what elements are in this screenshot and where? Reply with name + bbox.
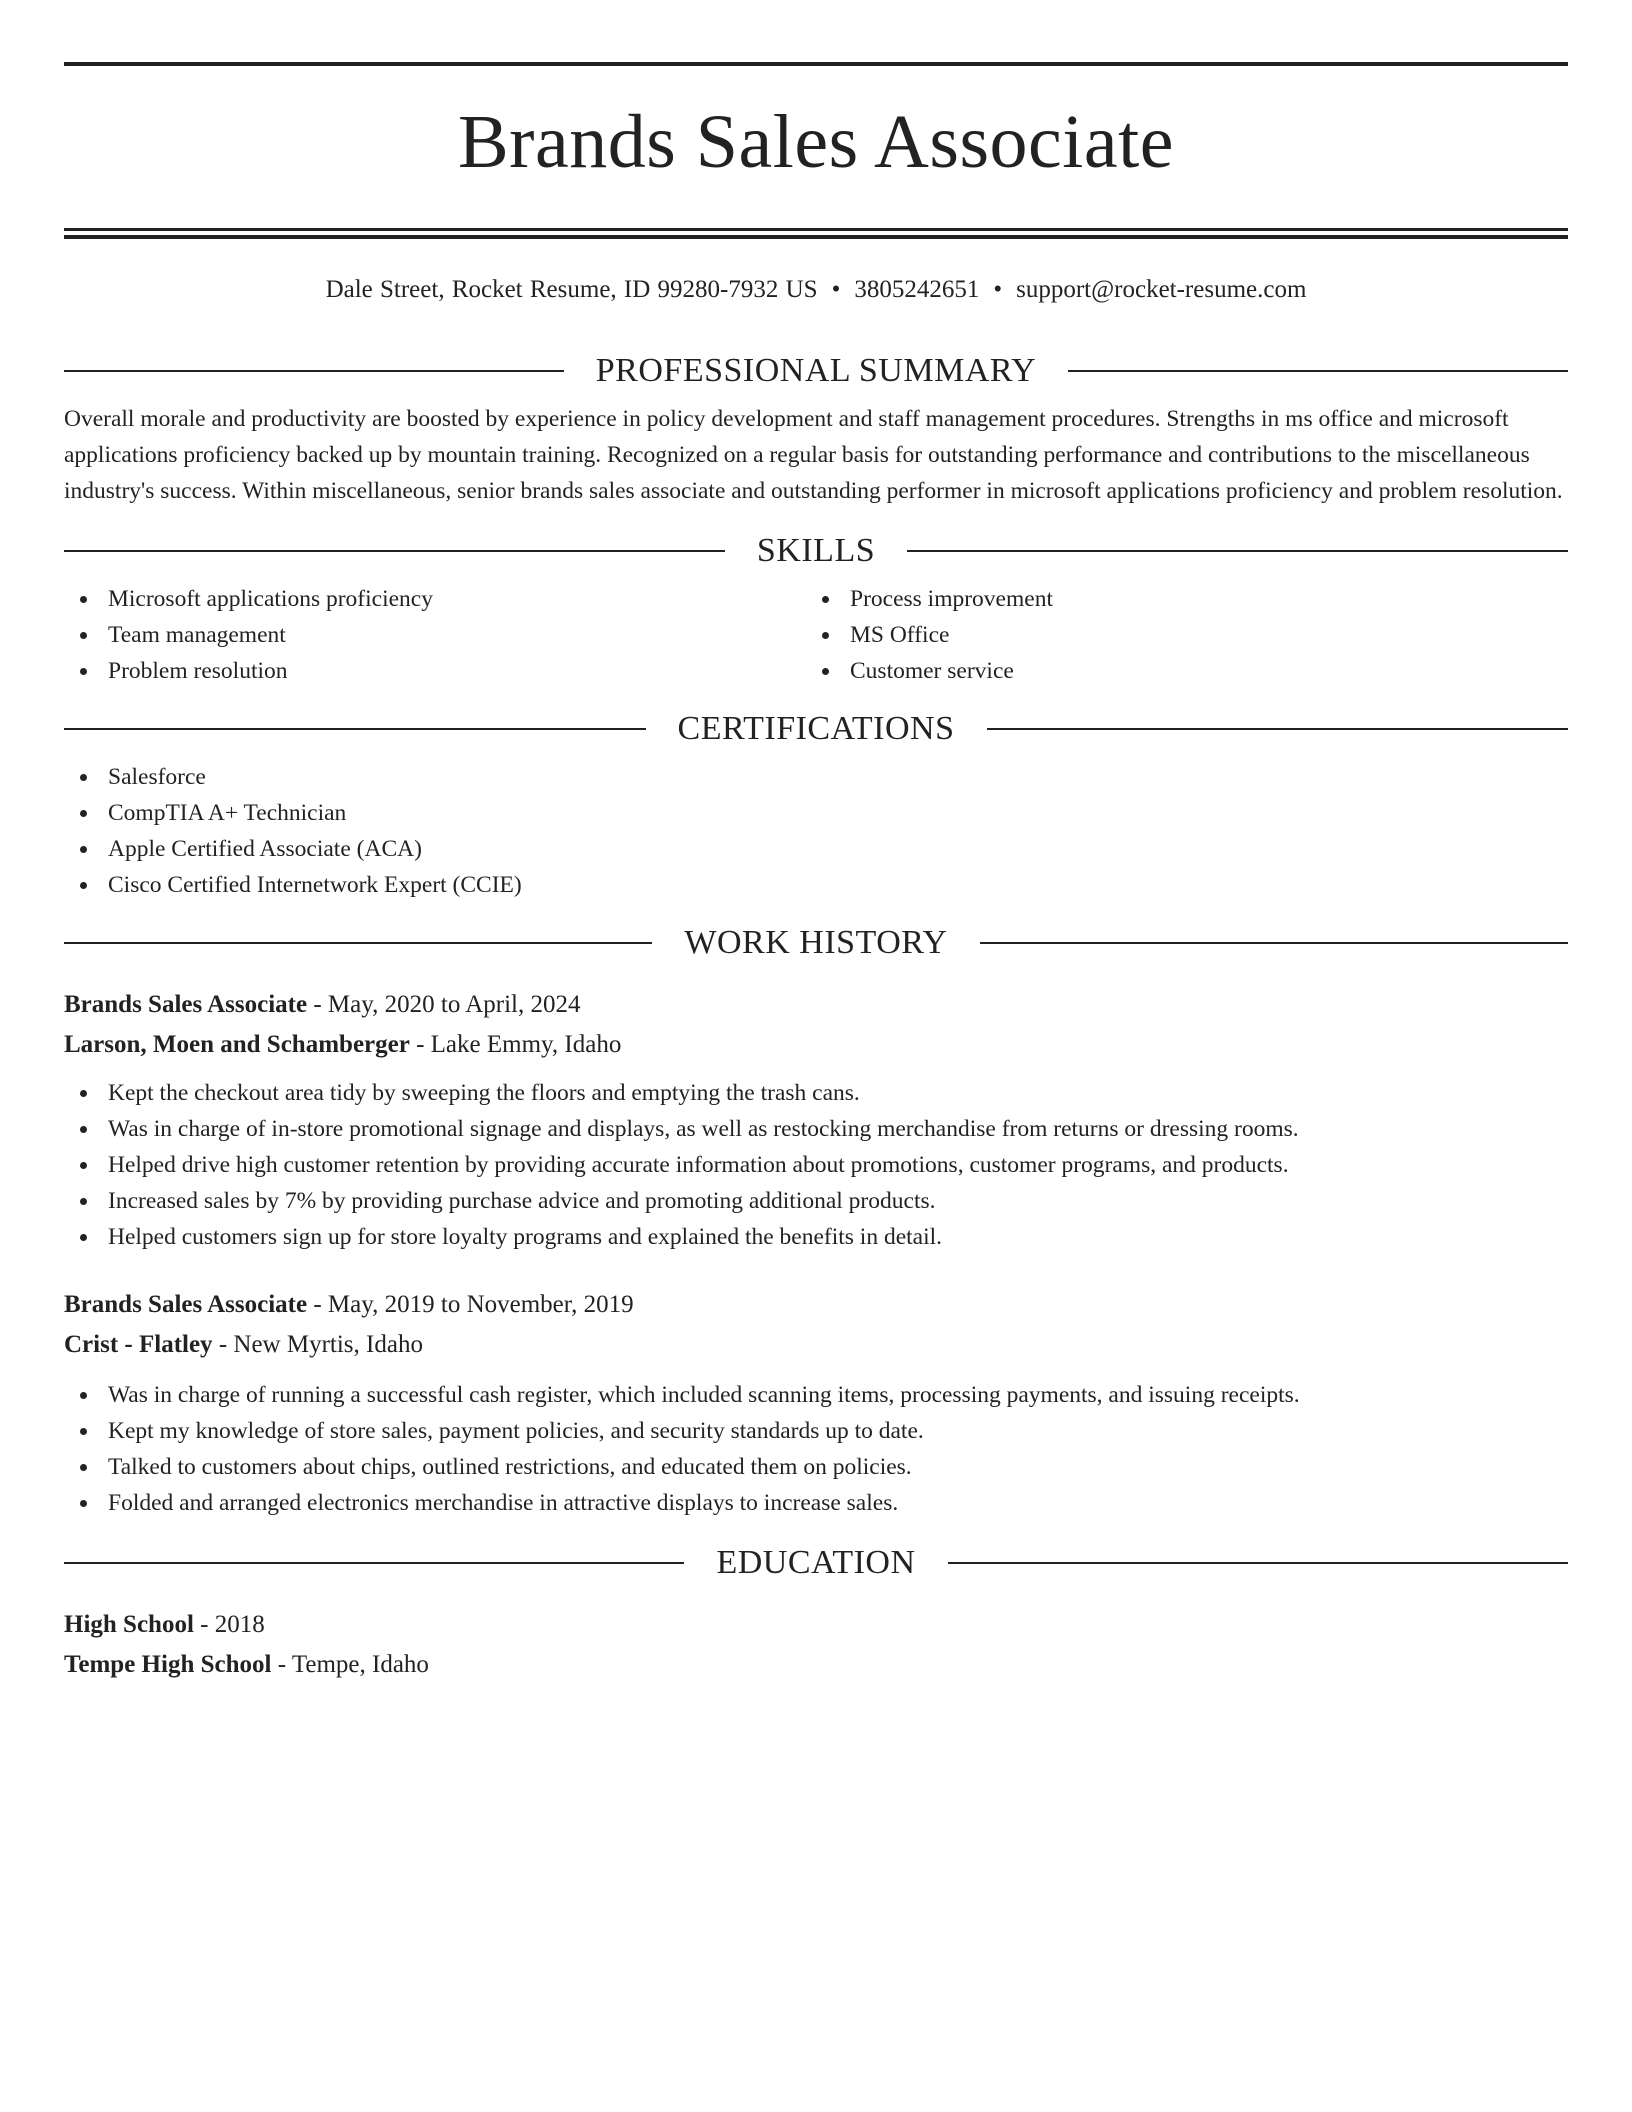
certifications-list (64, 759, 1568, 903)
skill-item: Customer service (806, 653, 1548, 689)
skills-list-right (806, 581, 1548, 689)
education-degree-line (64, 1605, 1568, 1645)
education-year: 2018 (214, 1611, 265, 1638)
education-location: Tempe, Idaho (291, 1651, 429, 1678)
section-header-education (64, 1543, 1568, 1583)
summary-text: Overall morale and productivity are boosted by experience in policy development and staff management procedures. Strengths in ms office and microsoft applications proficiency backed up by mountain training. Recognized on a regular basis for outstanding performance and contributions to the miscellaneous industry's success. Within miscellaneous, senior brands sales associate and outstanding performer in microsoft applications proficiency and problem resolution. (64, 406, 1563, 504)
job-company: Larson, Moen and Schamberger (64, 1031, 410, 1058)
job-title: Brands Sales Associate (64, 1291, 308, 1318)
job-duties-list (64, 1377, 1568, 1521)
contact-separator: • (993, 276, 1003, 303)
education-entry (64, 1605, 1568, 1685)
section-rule (64, 550, 725, 552)
job-duty: Kept the checkout area tidy by sweeping the floors and emptying the trash cans. (64, 1075, 1568, 1111)
skill-item: Process improvement (806, 581, 1548, 617)
job-title: Brands Sales Associate (64, 991, 308, 1018)
resume-name: Brands Sales Associate (457, 100, 1174, 184)
section-title-skills: SKILLS (756, 532, 876, 569)
job-duty: Was in charge of in-store promotional signage and displays, as well as restocking merchandise from returns or dressing rooms. (64, 1111, 1568, 1147)
skills-list-left (64, 581, 806, 689)
job-duty: Helped customers sign up for store loyalty programs and explained the benefits in detail. (64, 1219, 1568, 1255)
section-header-summary (64, 351, 1568, 391)
job-dash: - (313, 991, 322, 1018)
job-company: Crist - Flatley (64, 1331, 213, 1358)
job-duty: Talked to customers about chips, outlined restrictions, and educated them on policies. (64, 1449, 1568, 1485)
section-header-certifications (64, 709, 1568, 749)
contact-phone: 3805242651 (854, 276, 980, 303)
education-school: Tempe High School (64, 1651, 272, 1678)
job-company-line (64, 1025, 1568, 1065)
skill-item: Microsoft applications proficiency (64, 581, 806, 617)
job-entry (64, 985, 1568, 1255)
education-dash: - (200, 1611, 209, 1638)
section-rule (64, 1562, 684, 1564)
section-rule (987, 728, 1569, 730)
certification-item: CompTIA A+ Technician (64, 795, 1568, 831)
job-dates: May, 2019 to November, 2019 (327, 1291, 634, 1318)
section-title-summary: PROFESSIONAL SUMMARY (595, 352, 1037, 389)
job-title-line (64, 985, 1568, 1025)
job-duty: Kept my knowledge of store sales, payment policies, and security standards up to date. (64, 1413, 1568, 1449)
section-rule (907, 550, 1568, 552)
header-top-rule (64, 62, 1568, 66)
section-rule (948, 1562, 1568, 1564)
section-rule (1068, 370, 1568, 372)
skill-item: MS Office (806, 617, 1548, 653)
section-header-work (64, 923, 1568, 963)
section-header-skills (64, 531, 1568, 571)
job-title-line (64, 1285, 1568, 1325)
job-entry (64, 1285, 1568, 1521)
contact-line (64, 275, 1568, 305)
header-double-rule (64, 228, 1568, 239)
job-duty: Helped drive high customer retention by providing accurate information about promotions, customer programs, and products. (64, 1147, 1568, 1183)
section-title-certifications: CERTIFICATIONS (677, 710, 955, 747)
job-dates: May, 2020 to April, 2024 (327, 991, 581, 1018)
section-rule (64, 728, 646, 730)
section-title-work: WORK HISTORY (684, 924, 948, 961)
section-rule (64, 370, 564, 372)
job-duties-list (64, 1075, 1568, 1255)
job-company-line (64, 1325, 1568, 1365)
job-location: Lake Emmy, Idaho (430, 1031, 622, 1058)
skills-grid (64, 581, 1568, 689)
contact-email: support@rocket-resume.com (1016, 276, 1307, 303)
section-rule (64, 942, 652, 944)
job-dash: - (416, 1031, 425, 1058)
job-duty: Was in charge of running a successful cash register, which included scanning items, processing payments, and issuing receipts. (64, 1377, 1568, 1413)
section-title-education: EDUCATION (716, 1544, 916, 1581)
job-duty: Folded and arranged electronics merchandise in attractive displays to increase sales. (64, 1485, 1568, 1521)
certification-item: Apple Certified Associate (ACA) (64, 831, 1568, 867)
certification-item: Cisco Certified Internetwork Expert (CCIE) (64, 867, 1568, 903)
education-school-line (64, 1645, 1568, 1685)
education-dash: - (277, 1651, 287, 1678)
skill-item: Problem resolution (64, 653, 806, 689)
education-degree: High School (64, 1611, 194, 1638)
contact-separator: • (831, 276, 841, 303)
certification-item: Salesforce (64, 759, 1568, 795)
job-dash: - (218, 1331, 228, 1358)
job-location: New Myrtis, Idaho (233, 1331, 423, 1358)
skill-item: Team management (64, 617, 806, 653)
job-duty: Increased sales by 7% by providing purchase advice and promoting additional products. (64, 1183, 1568, 1219)
job-dash: - (313, 1291, 322, 1318)
section-rule (980, 942, 1568, 944)
contact-address: Dale Street, Rocket Resume, ID 99280-7932 US (325, 276, 818, 303)
